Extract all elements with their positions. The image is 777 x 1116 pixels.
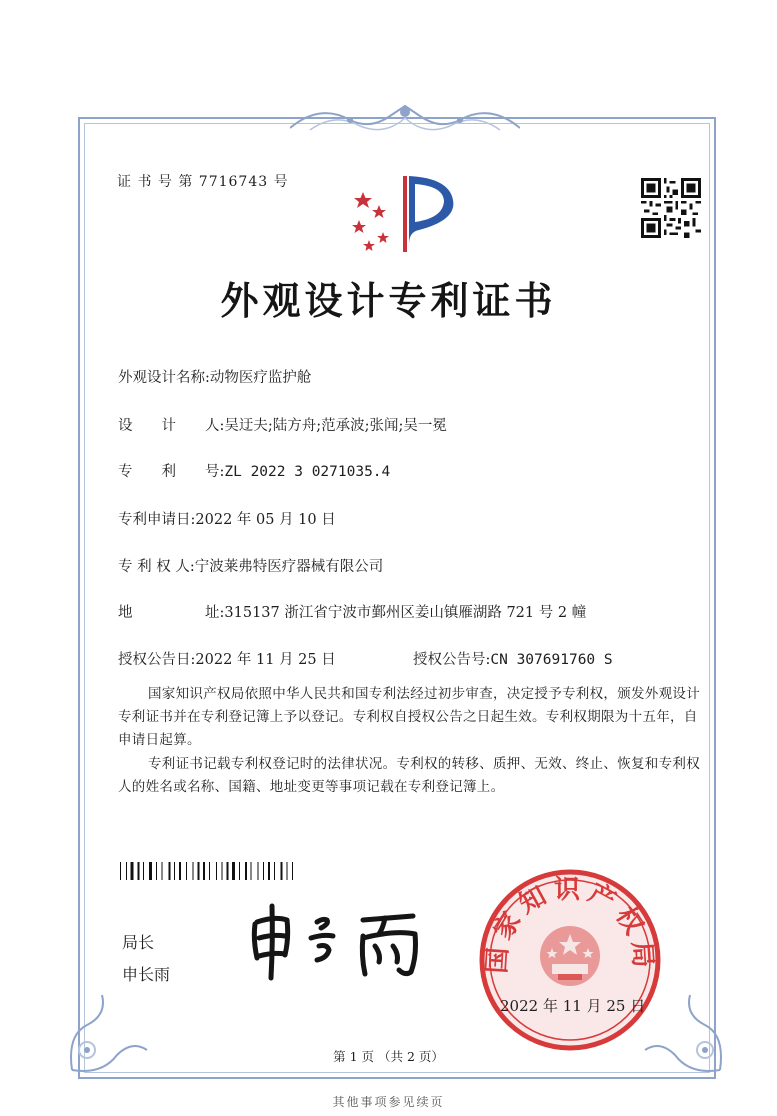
field-label: 地 址: [118,605,225,621]
field-grant-announce-date [118,648,336,669]
paragraph-text: 专利证书记载专利权登记时的法律状况。专利权的转移、质押、无效、终止、恢复和专利权人的姓名或名称、国籍、地址变更等事项记载在专利登记簿上。 [118,756,700,795]
field-filing-date [118,508,336,529]
field-value: ZL 2022 3 0271035.4 [224,464,391,480]
field-patent-number [118,460,390,481]
svg-text:国家知识产权局: 国家知识产权局 [482,875,658,975]
field-label: 专 利 号: [118,464,225,480]
field-value: 动物医疗监护舱 [209,370,312,386]
barcode [120,862,324,880]
continuation-note: 其他事项参见续页 [332,1095,445,1109]
signatory-name: 申长雨 [122,965,171,984]
seal-date: 2022 年 11 月 25 日 [500,997,646,1015]
signatory-role: 局长 [122,933,155,952]
field-design-name [118,366,311,387]
bottom-left-ornament [62,985,152,1080]
field-label: 授权公告号: [413,652,491,668]
field-value: 吴迂夫;陆方舟;范承波;张闻;吴一冕 [224,418,447,434]
certificate-title: 外观设计专利证书 [220,278,557,323]
field-value: 2022 年 11 月 25 日 [195,652,336,668]
field-grant-announce-number [413,648,613,669]
field-label: 专利申请日: [118,512,196,528]
field-address [118,601,586,622]
field-label: 设 计 人: [118,418,225,434]
field-value: 315137 浙江省宁波市鄞州区姜山镇雁湖路 721 号 2 幢 [224,605,587,621]
official-seal [478,868,662,1052]
field-value: 宁波莱弗特医疗器械有限公司 [194,559,384,575]
field-label: 专 利 权 人: [118,559,195,575]
field-value: 2022 年 05 月 10 日 [195,512,336,528]
page-number: 第 1 页 （共 2 页） [333,1049,444,1064]
paragraph-text: 国家知识产权局依照中华人民共和国专利法经过初步审查，决定授予专利权，颁发外观设计专利证书并在专利登记簿上予以登记。专利权自授权公告之日起生效。专利权期限为十五年，自申请日起算。 [118,686,700,748]
qr-code [641,178,701,238]
paragraph-legal-status [118,753,708,799]
paragraph-grant-statement [118,683,708,752]
top-ornament [290,98,520,138]
handwritten-signature [245,900,430,982]
field-value: CN 307691760 S [490,652,613,668]
field-label: 外观设计名称: [118,370,210,386]
field-patentee [118,555,383,576]
certificate-number: 证 书 号 第 7716743 号 [117,174,289,190]
field-label: 授权公告日: [118,652,196,668]
field-designers [118,414,447,435]
cnipa-logo [345,172,465,254]
